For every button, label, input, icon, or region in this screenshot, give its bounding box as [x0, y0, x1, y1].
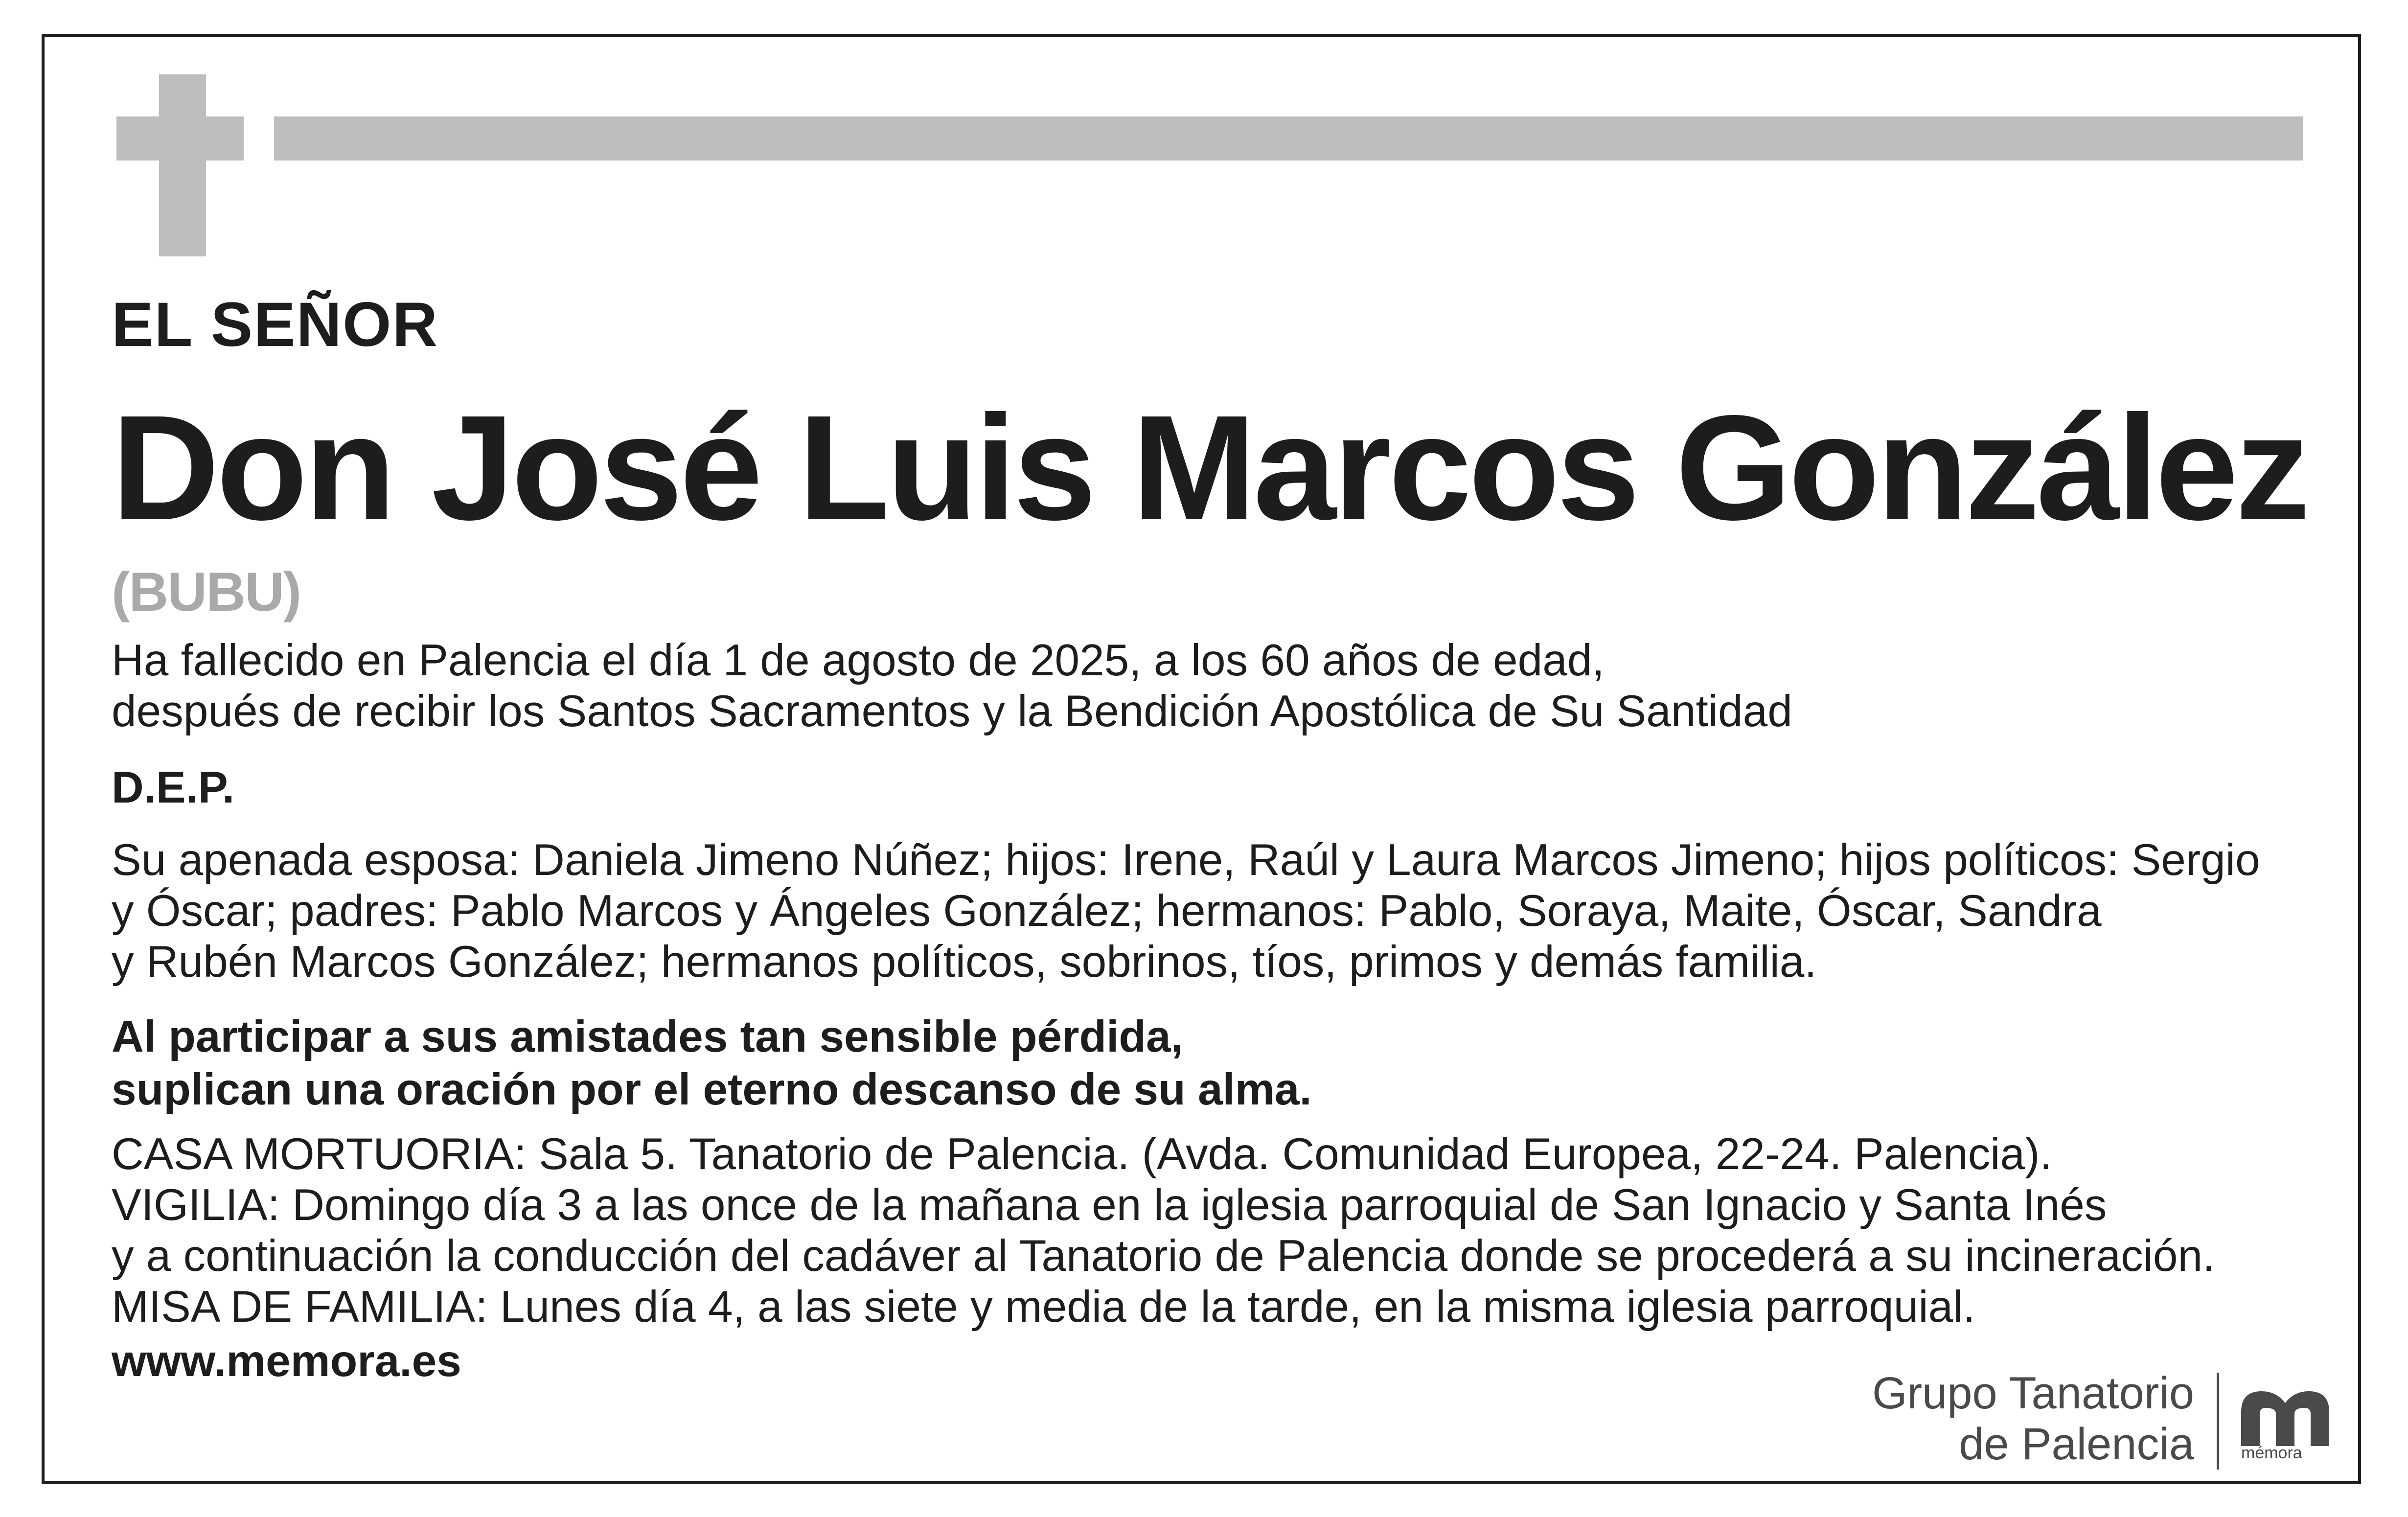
announcement-text: [112, 635, 1792, 737]
family-line: Su apenada esposa: Daniela Jimeno Núñez; hijos: Irene, Raúl y Laura Marcos Jimeno; hijos políticos: Sergio: [112, 835, 2260, 885]
logo-divider: [2217, 1373, 2219, 1470]
memora-m-logo-icon: [2236, 1382, 2334, 1451]
service-details: [112, 1129, 2215, 1333]
honorific-heading: EL SEÑOR: [112, 290, 438, 360]
logo-line-1: Grupo Tanatorio: [1872, 1368, 2194, 1418]
logo-line-2: de Palencia: [1959, 1419, 2194, 1469]
closing-line: suplican una oración por el eterno descanso de su alma.: [112, 1065, 1312, 1114]
header-rule-bar: [274, 116, 2303, 161]
deceased-nickname: (BUBU): [112, 561, 301, 622]
website-link[interactable]: www.memora.es: [112, 1336, 461, 1386]
announcement-line: Ha fallecido en Palencia el día 1 de agosto de 2025, a los 60 años de edad,: [112, 636, 1605, 685]
details-line: VIGILIA: Domingo día 3 a las once de la mañana en la iglesia parroquial de San Ignacio y Santa Inés: [112, 1180, 2107, 1230]
family-paragraph: [112, 835, 2260, 988]
announcement-line: después de recibir los Santos Sacramentos y la Bendición Apostólica de Su Santidad: [112, 687, 1792, 736]
logo-brand-word: mémora: [2241, 1444, 2302, 1462]
details-line: MISA DE FAMILIA: Lunes día 4, a las siete y media de la tarde, en la misma iglesia parroquial.: [112, 1282, 1975, 1332]
cross-horizontal-bar: [116, 116, 244, 161]
deceased-name: Don José Luis Marcos González: [112, 384, 2307, 551]
rip-text: D.E.P.: [112, 763, 235, 812]
closing-line: Al participar a sus amistades tan sensible pérdida,: [112, 1012, 1183, 1061]
family-line: y Rubén Marcos González; hermanos políticos, sobrinos, tíos, primos y demás familia.: [112, 937, 1817, 987]
details-line: CASA MORTUORIA: Sala 5. Tanatorio de Palencia. (Avda. Comunidad Europea, 22-24. Palencia).: [112, 1129, 2052, 1179]
details-line: y a continuación la conducción del cadáver al Tanatorio de Palencia donde se procederá a su incineración.: [112, 1231, 2215, 1281]
closing-request: [112, 1011, 1312, 1116]
family-line: y Óscar; padres: Pablo Marcos y Ángeles González; hermanos: Pablo, Soraya, Maite, Óscar, Sandra: [112, 886, 2102, 936]
funeral-home-logo-text: [1872, 1368, 2194, 1470]
cross-vertical-bar: [159, 74, 206, 256]
